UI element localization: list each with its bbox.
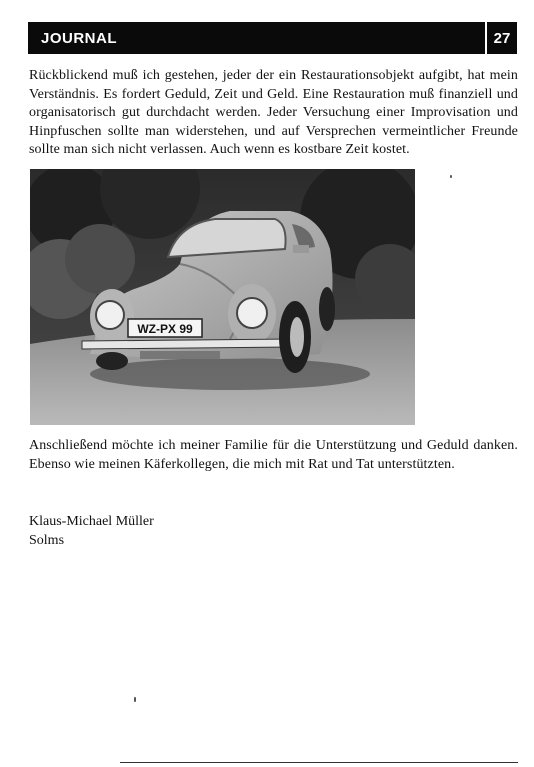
article-paragraph-2: Anschließend möchte ich meiner Familie für die Unterstützung und Geduld danken. Ebenso wie meinen Käferkollegen, die mich mit Rat und Tat unterstützten. (29, 438, 518, 472)
article-paragraph-1: Rückblickend muß ich gestehen, jeder der ein Restaurationsobjekt aufgibt, hat mein Verständnis. Es fordert Geduld, Zeit und Geld. Eine Restauration muß finanziell und organisatorisch gut durchdacht werden. Jeder Versuchung einer Improvisation und Hinpfuschen sollte man widerstehen, und auf Versprechen vermeintlicher Freunde sollte man sich nicht verlassen. Auch wenn es kostbare Zeit kostet. (29, 68, 518, 158)
scan-speck (134, 697, 136, 702)
beetle-photo (30, 169, 415, 425)
bottom-rule (120, 762, 518, 763)
author-name: Klaus-Michael Müller (29, 514, 154, 529)
license-plate: WZ-PX 99 (137, 322, 193, 336)
author-signature (29, 513, 154, 550)
section-title: JOURNAL (41, 29, 118, 47)
author-place: Solms (29, 532, 65, 548)
scan-speck (450, 175, 452, 178)
journal-header-bar (28, 22, 485, 54)
page-number: 27 (487, 22, 517, 54)
